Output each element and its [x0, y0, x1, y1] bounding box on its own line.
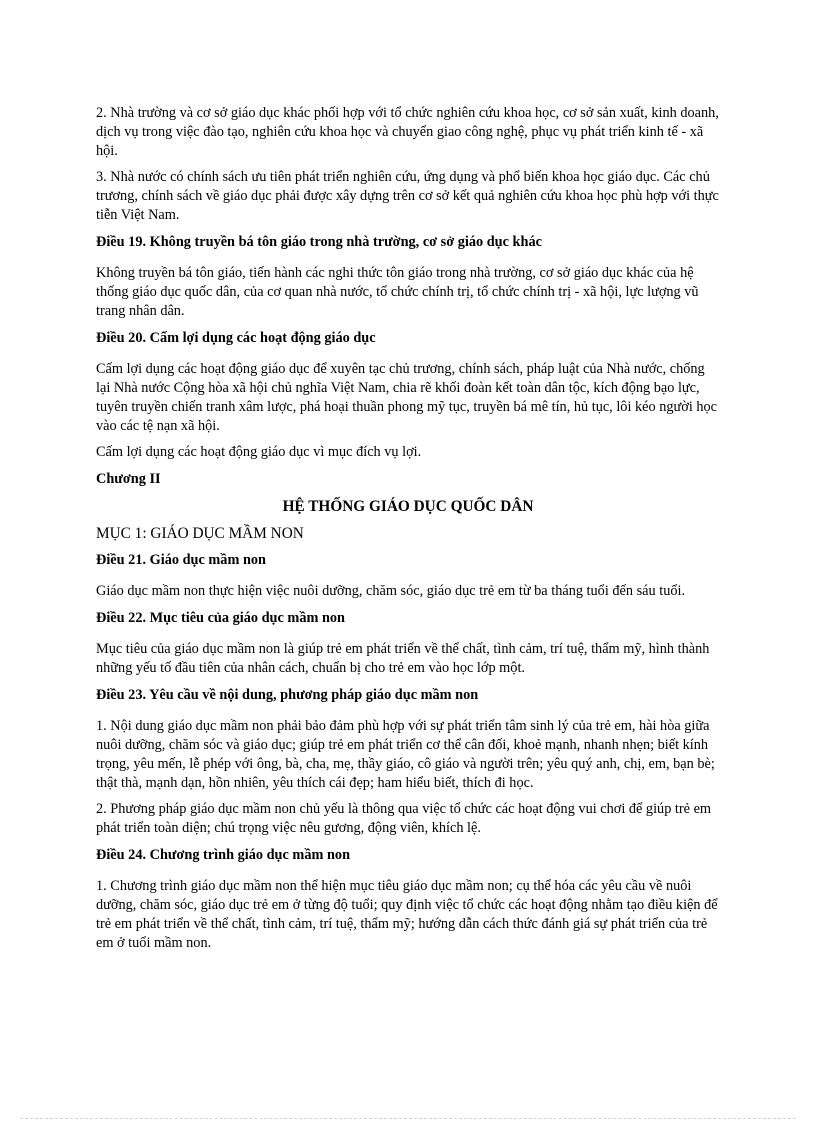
- paragraph-art20-1: Cấm lợi dụng các hoạt động giáo dục để xuyên tạc chủ trương, chính sách, pháp luật của Nhà nước, chống lại Nhà nước Cộng hòa xã hội chủ nghĩa Việt Nam, chia rẽ khối đoàn kết toàn dân tộc, kích động bạo lực, tuyên truyền chiến tranh xâm lược, phá hoại thuần phong mỹ tục, truyền bá mê tín, hủ tục, lôi kéo người học vào các tệ nạn xã hội.: [96, 361, 718, 434]
- paragraph-art18-clause3: 3. Nhà nước có chính sách ưu tiên phát triển nghiên cứu, ứng dụng và phổ biến khoa học giáo dục. Các chủ trương, chính sách về giáo dục phải được xây dựng trên cơ sở kết quả nghiên cứu khoa học phù hợp với thực tiễn Việt Nam.: [96, 169, 719, 223]
- paragraph-art18-clause2: 2. Nhà trường và cơ sở giáo dục khác phối hợp với tổ chức nghiên cứu khoa học, cơ sở sản xuất, kinh doanh, dịch vụ trong việc đào tạo, nghiên cứu khoa học và chuyển giao công nghệ, phục vụ phát triển kinh tế - xã hội.: [96, 105, 719, 159]
- article-21-heading: Điều 21. Giáo dục mầm non: [96, 552, 266, 568]
- document-page: [96, 104, 720, 960]
- article-20-heading: Điều 20. Cấm lợi dụng các hoạt động giáo dục: [96, 330, 376, 346]
- section-title: MỤC 1: GIÁO DỤC MẦM NON: [96, 525, 304, 542]
- paragraph-art23-clause2: 2. Phương pháp giáo dục mầm non chủ yếu là thông qua việc tổ chức các hoạt động vui chơi để giúp trẻ em phát triển toàn diện; chú trọng việc nêu gương, động viên, khích lệ.: [96, 801, 712, 836]
- article-23-heading: Điều 23. Yêu cầu về nội dung, phương pháp giáo dục mầm non: [96, 687, 479, 703]
- article-19-heading: Điều 19. Không truyền bá tôn giáo trong nhà trường, cơ sở giáo dục khác: [96, 234, 542, 250]
- page-bottom-edge: [20, 1118, 796, 1119]
- paragraph-art24-clause1: 1. Chương trình giáo dục mầm non thể hiện mục tiêu giáo dục mầm non; cụ thể hóa các yêu cầu về nuôi dưỡng, chăm sóc, giáo dục trẻ em ở từng độ tuổi; quy định việc tổ chức các hoạt động nhằm tạo điều kiện để trẻ em phát triển về thể chất, tình cảm, trí tuệ, thẩm mỹ; hướng dẫn cách thức đánh giá sự phát triển của trẻ em ở tuổi mầm non.: [96, 878, 718, 951]
- paragraph-art22: Mục tiêu của giáo dục mầm non là giúp trẻ em phát triển về thể chất, tình cảm, trí tuệ, thẩm mỹ, hình thành những yếu tố đầu tiên của nhân cách, chuẩn bị cho trẻ em vào học lớp một.: [96, 641, 710, 676]
- chapter-heading: Chương II: [96, 471, 161, 487]
- chapter-title: HỆ THỐNG GIÁO DỤC QUỐC DÂN: [282, 498, 534, 515]
- paragraph-art23-clause1: 1. Nội dung giáo dục mầm non phải bảo đảm phù hợp với sự phát triển tâm sinh lý của trẻ em, hài hòa giữa nuôi dưỡng, chăm sóc và giáo dục; giúp trẻ em phát triển cơ thể cân đối, khoẻ mạnh, nhanh nhẹn; biết kính trọng, yêu mến, lễ phép với ông, bà, cha, mẹ, thầy giáo, cô giáo và người trên; yêu quý anh, chị, em, bạn bè; thật thà, mạnh dạn, hồn nhiên, yêu thích cái đẹp; ham hiểu biết, thích đi học.: [96, 718, 715, 791]
- paragraph-art21: Giáo dục mầm non thực hiện việc nuôi dưỡng, chăm sóc, giáo dục trẻ em từ ba tháng tuổi đến sáu tuổi.: [96, 583, 686, 599]
- paragraph-art20-2: Cấm lợi dụng các hoạt động giáo dục vì mục đích vụ lợi.: [96, 444, 422, 460]
- paragraph-art19: Không truyền bá tôn giáo, tiến hành các nghi thức tôn giáo trong nhà trường, cơ sở giáo dục khác của hệ thống giáo dục quốc dân, của cơ quan nhà nước, tổ chức chính trị, tổ chức chính trị - xã hội, lực lượng vũ trang nhân dân.: [96, 265, 699, 319]
- article-22-heading: Điều 22. Mục tiêu của giáo dục mầm non: [96, 610, 346, 626]
- article-24-heading: Điều 24. Chương trình giáo dục mầm non: [96, 847, 351, 863]
